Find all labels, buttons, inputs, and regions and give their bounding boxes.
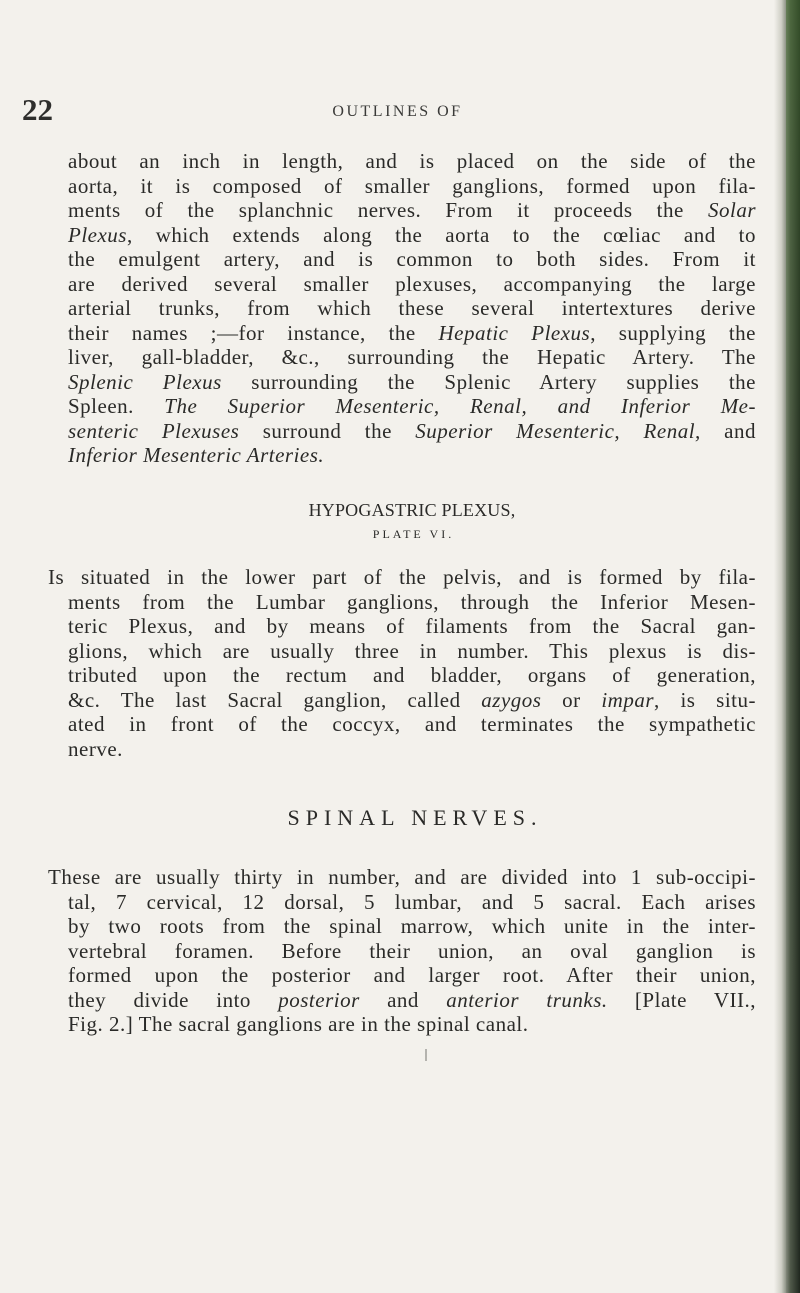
- text-run: , supplying the: [590, 320, 756, 345]
- page-number: 22: [22, 92, 53, 127]
- text-line: [68, 963, 756, 988]
- text-run: tributed upon the rectum and bladder, organs of generation,: [68, 663, 756, 687]
- text-line: [68, 712, 756, 737]
- text-run: , which extends along the aorta to the cœliac and to: [126, 222, 756, 247]
- text-line: [68, 272, 756, 297]
- italic-text-run: azygos: [481, 687, 542, 712]
- text-line: [68, 663, 756, 688]
- text-line: [68, 890, 756, 915]
- text-line: [68, 419, 756, 444]
- text-line: [68, 370, 756, 395]
- text-run: These are usually thirty in number, and are divided into 1 sub-occipi-: [48, 865, 756, 889]
- text-line: [68, 223, 756, 248]
- binding-edge-tint: [786, 0, 800, 1293]
- text-run: Spleen.: [68, 394, 165, 418]
- text-run: ments of the splanchnic nerves. From it proceeds the: [68, 198, 708, 222]
- text-run: , is situ-: [654, 687, 756, 712]
- italic-text-run: Splenic Plexus: [68, 369, 222, 394]
- text-run: surrounding the Splenic Artery supplies the: [221, 369, 756, 394]
- text-run: aorta, it is composed of smaller ganglions, formed upon fila-: [68, 173, 756, 198]
- text-run: and: [359, 987, 447, 1012]
- italic-text-run: Hepatic Plexus: [438, 320, 591, 345]
- text-line: [68, 639, 756, 664]
- text-run: ments from the Lumbar ganglions, through the Inferior Mesen-: [68, 589, 756, 614]
- text-line: [68, 914, 756, 939]
- text-line: [48, 865, 756, 890]
- text-run: by two roots from the spinal marrow, which unite in the inter-: [68, 914, 756, 938]
- text-run: [Plate VII.,: [607, 987, 756, 1012]
- text-line: [68, 737, 756, 762]
- section-heading-hypogastric-plexus: HYPOGASTRIC PLEXUS,: [308, 500, 516, 520]
- text-line: [68, 590, 756, 615]
- text-run: &c. The last Sacral ganglion, called: [68, 687, 482, 712]
- italic-text-run: senteric Plexuses: [68, 418, 240, 443]
- text-run: and: [700, 418, 756, 443]
- italic-text-run: posterior: [278, 987, 360, 1012]
- text-line: [68, 1012, 756, 1037]
- text-line: [48, 565, 756, 590]
- text-run: are derived several smaller plexuses, accompanying the large: [68, 271, 756, 296]
- plate-reference: PLATE VI.: [372, 527, 455, 541]
- text-line: [68, 614, 756, 639]
- hypogastric-paragraph: [48, 565, 756, 761]
- text-run: nerve.: [68, 736, 123, 761]
- italic-text-run: anterior trunks.: [446, 987, 608, 1012]
- text-run: their names ;—for instance, the: [68, 320, 439, 345]
- scan-speck: [425, 1049, 427, 1061]
- text-line: [68, 988, 756, 1013]
- text-run: about an inch in length, and is placed on the side of the: [68, 149, 756, 173]
- italic-text-run: Solar: [707, 198, 756, 222]
- italic-text-run: impar: [601, 687, 655, 712]
- text-run: arterial trunks, from which these several intertextures derive: [68, 296, 756, 320]
- text-line: [68, 345, 756, 370]
- text-run: liver, gall-bladder, &c., surrounding the Hepatic Artery. The: [68, 345, 756, 369]
- text-run: formed upon the posterior and larger root. After their union,: [68, 963, 756, 987]
- text-run: surround the: [239, 418, 416, 443]
- text-run: ated in front of the coccyx, and terminates the sympathetic: [68, 712, 756, 736]
- running-title: OUTLINES OF: [332, 103, 463, 120]
- text-line: [68, 198, 756, 223]
- intro-paragraph: [68, 149, 756, 468]
- text-line: [68, 443, 756, 468]
- section-heading-spinal-nerves: SPINAL NERVES.: [287, 805, 543, 830]
- text-run: or: [541, 687, 602, 712]
- text-run: vertebral foramen. Before their union, an oval ganglion is: [68, 938, 756, 963]
- italic-text-run: Inferior Mesenteric Arteries.: [68, 443, 325, 467]
- text-run: they divide into: [68, 987, 279, 1012]
- text-run: glions, which are usually three in number. This plexus is dis-: [68, 638, 756, 663]
- text-run: Is situated in the lower part of the pelvis, and is formed by fila-: [48, 565, 756, 589]
- text-run: teric Plexus, and by means of filaments from the Sacral gan-: [68, 614, 756, 638]
- text-run: Fig. 2.] The sacral ganglions are in the spinal canal.: [68, 1012, 529, 1036]
- text-line: [68, 321, 756, 346]
- italic-text-run: Superior Mesenteric, Renal,: [415, 418, 701, 443]
- text-run: the emulgent artery, and is common to both sides. From it: [68, 247, 756, 271]
- spinal-nerves-paragraph: [48, 865, 756, 1037]
- text-line: [68, 394, 756, 419]
- text-line: [68, 174, 756, 199]
- text-line: [68, 688, 756, 713]
- text-line: [68, 149, 756, 174]
- text-line: [68, 247, 756, 272]
- text-run: tal, 7 cervical, 12 dorsal, 5 lumbar, and 5 sacral. Each arises: [68, 889, 756, 914]
- italic-text-run: The Superior Mesenteric, Renal, and Inferior Me-: [164, 394, 756, 418]
- text-line: [68, 296, 756, 321]
- italic-text-run: Plexus: [68, 222, 127, 247]
- text-line: [68, 939, 756, 964]
